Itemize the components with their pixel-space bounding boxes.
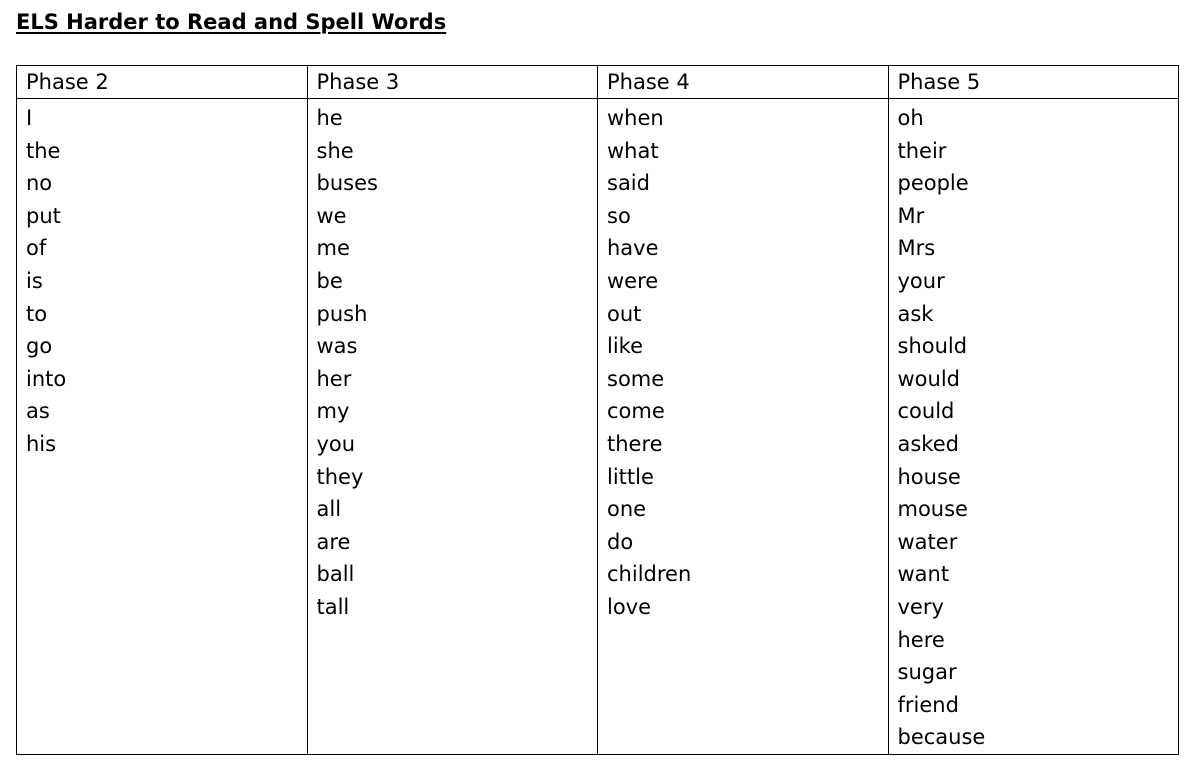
word-item: you bbox=[316, 431, 356, 456]
phase-words-table bbox=[16, 65, 1179, 755]
word-item: there bbox=[607, 431, 663, 456]
word-item: should bbox=[897, 334, 968, 359]
header-phase-5: Phase 5 bbox=[888, 66, 1179, 99]
word-item: were bbox=[607, 268, 659, 293]
word-item: house bbox=[897, 464, 961, 489]
word-item: no bbox=[26, 171, 53, 196]
header-phase-2: Phase 2 bbox=[17, 66, 308, 99]
word-item: is bbox=[26, 268, 43, 293]
word-item: said bbox=[607, 171, 650, 196]
word-item: asked bbox=[897, 431, 959, 456]
word-item: one bbox=[607, 497, 647, 522]
word-item: they bbox=[316, 464, 364, 489]
word-item: I bbox=[26, 106, 33, 130]
phase-4-word-list bbox=[598, 99, 889, 755]
word-item: tall bbox=[316, 594, 350, 619]
word-item: your bbox=[897, 268, 945, 293]
word-item: her bbox=[316, 366, 352, 391]
word-item: do bbox=[607, 529, 634, 554]
word-item: very bbox=[897, 594, 944, 619]
word-item: out bbox=[607, 301, 642, 326]
word-item: little bbox=[607, 464, 654, 489]
word-item: come bbox=[607, 399, 665, 424]
word-item: mouse bbox=[897, 497, 968, 522]
word-item: he bbox=[316, 106, 343, 130]
word-item: friend bbox=[897, 692, 959, 717]
header-row bbox=[17, 66, 1179, 99]
word-item: put bbox=[26, 203, 61, 228]
word-item: sugar bbox=[897, 660, 957, 685]
word-item: would bbox=[897, 366, 960, 391]
word-item: his bbox=[26, 431, 57, 456]
word-item: because bbox=[897, 725, 986, 750]
word-item: water bbox=[897, 529, 958, 554]
word-item: of bbox=[26, 236, 47, 261]
word-item: so bbox=[607, 203, 631, 228]
word-item: people bbox=[897, 171, 969, 196]
word-item: want bbox=[897, 562, 950, 587]
word-item: all bbox=[316, 497, 342, 522]
header-phase-3: Phase 3 bbox=[307, 66, 598, 99]
word-item: Mrs bbox=[897, 236, 936, 261]
word-item: the bbox=[26, 138, 61, 163]
word-item: was bbox=[316, 334, 358, 359]
word-item: have bbox=[607, 236, 659, 261]
phase-2-word-list bbox=[17, 99, 308, 755]
word-item: children bbox=[607, 562, 692, 587]
word-item: love bbox=[607, 594, 652, 619]
phase-3-word-list bbox=[307, 99, 598, 755]
word-item: she bbox=[316, 138, 354, 163]
word-item: be bbox=[316, 268, 343, 293]
word-item: could bbox=[897, 399, 955, 424]
word-item: some bbox=[607, 366, 665, 391]
document-title: ELS Harder to Read and Spell Words bbox=[16, 10, 447, 34]
word-item: ask bbox=[897, 301, 934, 326]
word-item: ball bbox=[316, 562, 355, 587]
word-item: are bbox=[316, 529, 351, 554]
word-item: go bbox=[26, 334, 53, 359]
word-item: when bbox=[607, 106, 664, 130]
word-item: what bbox=[607, 138, 659, 163]
words-row bbox=[17, 99, 1179, 755]
word-item: here bbox=[897, 627, 945, 652]
word-item: push bbox=[316, 301, 368, 326]
word-item: me bbox=[316, 236, 350, 261]
word-item: my bbox=[316, 399, 350, 424]
phase-5-word-list bbox=[888, 99, 1179, 755]
header-phase-4: Phase 4 bbox=[598, 66, 889, 99]
word-item: into bbox=[26, 366, 67, 391]
word-item: oh bbox=[897, 106, 924, 130]
word-item: their bbox=[897, 138, 947, 163]
word-item: Mr bbox=[897, 203, 925, 228]
word-item: to bbox=[26, 301, 48, 326]
word-item: buses bbox=[316, 171, 378, 196]
word-item: like bbox=[607, 334, 644, 359]
word-item: we bbox=[316, 203, 347, 228]
word-item: as bbox=[26, 399, 50, 424]
